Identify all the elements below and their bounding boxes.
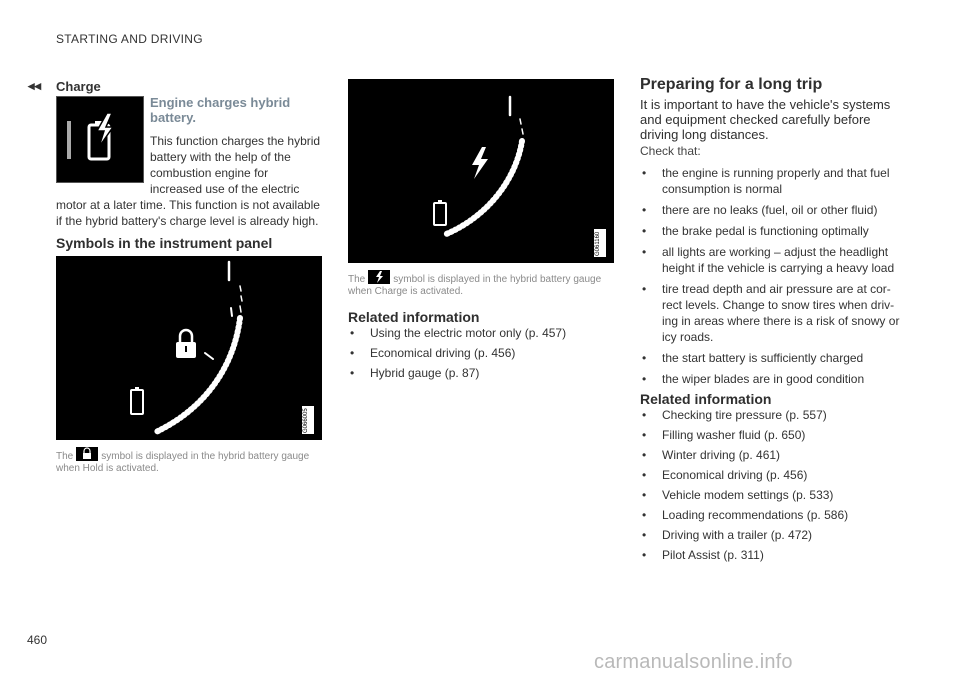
section-title: Charge [56, 79, 101, 94]
charge-description-continued: motor at a later time. This function is not available if the hybrid battery's charge level is already high. [56, 198, 320, 228]
related-info-heading-2: Related information [640, 391, 772, 407]
checklist-item: • all lights are working – adjust the headlight height if the vehicle is carrying a heavy load [640, 244, 906, 276]
related-link[interactable]: • Economical driving (p. 456) [640, 467, 906, 483]
related-link[interactable]: • Pilot Assist (p. 311) [640, 547, 906, 563]
checklist-item: • the wiper blades are in good condition [640, 371, 906, 387]
related-link[interactable]: • Using the electric motor only (p. 457) [348, 325, 616, 341]
checklist-item: • the start battery is sufficiently charged [640, 350, 906, 366]
related-info-heading: Related information [348, 309, 480, 325]
related-info-list-2 [640, 407, 906, 567]
page-number: 460 [27, 633, 48, 647]
checklist-item: • the brake pedal is functioning optimally [640, 223, 906, 239]
related-link[interactable]: • Winter driving (p. 461) [640, 447, 906, 463]
image-code-label: G061160 [594, 229, 606, 257]
lightning-icon [472, 147, 488, 179]
charge-description: This function charges the hybrid battery with the help of the combustion engine for increased use of the electric [150, 134, 321, 196]
checklist [640, 165, 906, 392]
charge-caption: The symbol is displayed in the hybrid battery gauge when Charge is activated. [348, 270, 616, 298]
checklist-item: • there are no leaks (fuel, oil or other fluid) [640, 202, 906, 218]
previous-section-marker[interactable]: ◂◂ [28, 78, 42, 93]
long-trip-intro: It is important to have the vehicle's systems and equipment checked carefully before driving long distances. [640, 97, 891, 142]
watermark: carmanualsonline.info [594, 651, 793, 673]
check-that-label: Check that: [640, 144, 701, 158]
battery-icon [131, 387, 143, 414]
related-link[interactable]: • Filling washer fluid (p. 650) [640, 427, 906, 443]
hold-caption: The symbol is displayed in the hybrid battery gauge when Hold is activated. [56, 447, 324, 475]
related-link[interactable]: • Economical driving (p. 456) [348, 345, 616, 361]
related-link[interactable]: • Loading recommendations (p. 586) [640, 507, 906, 523]
related-info-list [348, 325, 616, 385]
page-header: STARTING AND DRIVING [56, 32, 203, 46]
padlock-icon [176, 330, 196, 358]
checklist-item: • tire tread depth and air pressure are at cor- rect levels. Change to snow tires when driv- ing in areas where there is a risk of snowy or icy roads. [640, 281, 906, 345]
related-link[interactable]: • Checking tire pressure (p. 557) [640, 407, 906, 423]
lightning-icon [368, 270, 390, 284]
related-link[interactable]: • Vehicle modem settings (p. 533) [640, 487, 906, 503]
long-trip-heading: Preparing for a long trip [640, 76, 823, 93]
charge-symbol-image [56, 96, 144, 183]
hold-gauge-image [56, 256, 322, 440]
checklist-item: • the engine is running properly and that fuel consumption is normal [640, 165, 906, 197]
symbols-heading: Symbols in the instrument panel [56, 235, 273, 251]
charge-heading: Engine charges hybrid battery. [150, 95, 291, 125]
battery-icon [434, 200, 446, 225]
image-code-label: G066005 [302, 406, 314, 434]
charge-battery-icon [57, 97, 143, 182]
charge-gauge-image [348, 79, 614, 263]
related-link[interactable]: • Driving with a trailer (p. 472) [640, 527, 906, 543]
padlock-icon [76, 447, 98, 461]
related-link[interactable]: • Hybrid gauge (p. 87) [348, 365, 616, 381]
